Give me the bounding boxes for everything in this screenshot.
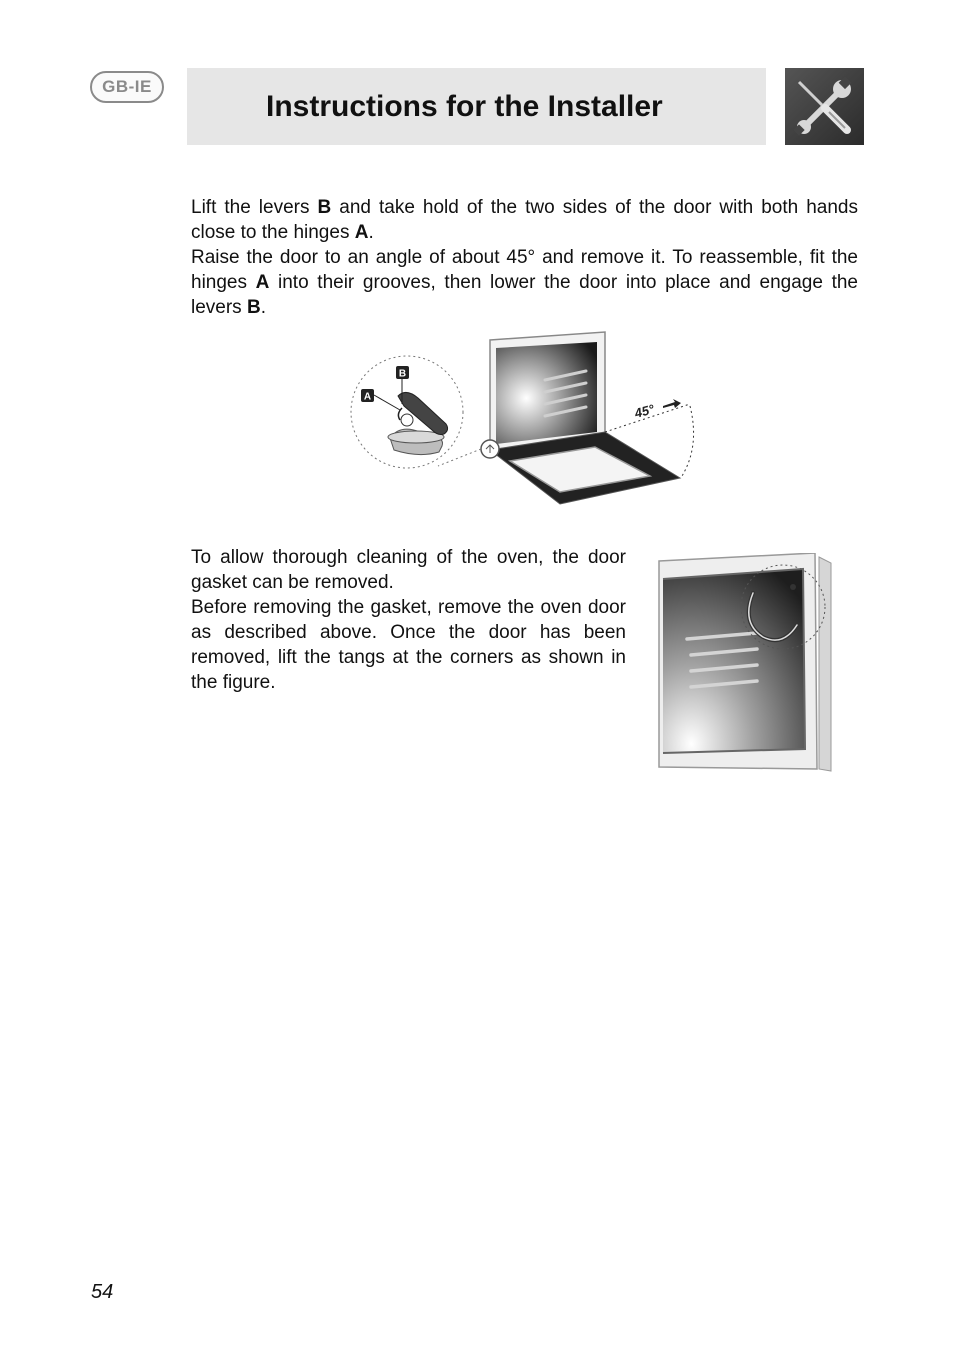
figure-label-a: A — [363, 391, 372, 403]
region-badge: GB-IE — [90, 71, 164, 103]
screwdriver-wrench-icon — [785, 68, 864, 145]
paragraph-gasket-steps: Before removing the gasket, remove the oven door as described above. Once the door has been removed, lift the tangs at the corners as shown in the figure. — [191, 597, 626, 693]
figure-label-b: B — [398, 368, 407, 380]
door-removal-illustration — [350, 328, 700, 506]
door-removal-instructions — [191, 195, 858, 320]
header-bar — [187, 68, 766, 145]
page-number: 54 — [91, 1281, 114, 1303]
paragraph-gasket-intro: To allow thorough cleaning of the oven, the door gasket can be removed. — [191, 547, 626, 593]
angle-label: 45° — [632, 401, 656, 421]
gasket-removal-illustration — [657, 553, 832, 773]
paragraph-raise-door: Raise the door to an angle of about 45° and remove it. To reassemble, fit the hinges A into their grooves, then lower the door into place and engage the levers B. — [191, 247, 858, 318]
page-title: Instructions for the Installer — [266, 89, 663, 123]
gasket-removal-instructions — [191, 545, 626, 695]
paragraph-lift-levers: Lift the levers B and take hold of the two sides of the door with both hands close to the hinges A. — [191, 197, 858, 243]
